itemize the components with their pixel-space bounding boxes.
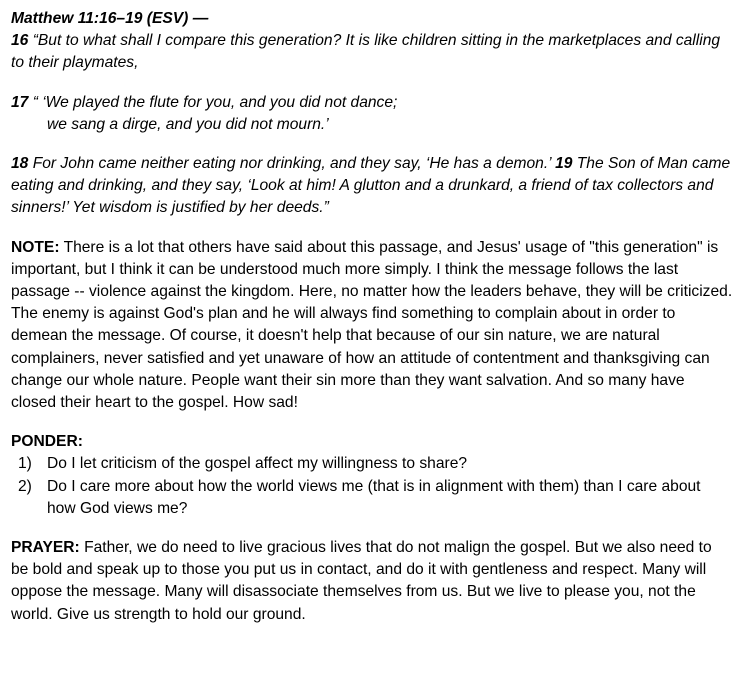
- verse-number: 18: [11, 155, 29, 173]
- verse-text: For John came neither eating nor drinking, and they say, ‘He has a demon.’: [28, 155, 556, 173]
- verses-18-19: [11, 153, 733, 220]
- list-item-text: Do I care more about how the world views me (that is in alignment with them) than I care about how God views me?: [47, 477, 701, 517]
- ponder-section: [11, 431, 733, 520]
- note-section: [11, 237, 733, 415]
- ponder-list: [11, 453, 733, 520]
- list-number: 2): [18, 477, 32, 495]
- verse-text: “ ‘We played the flute for you, and you did not dance;: [28, 93, 398, 111]
- verse-text: “But to what shall I compare this generation? It is like children sitting in the marketplaces and calling to their playmates,: [11, 32, 721, 72]
- list-number: 1): [18, 455, 32, 473]
- verse-number: 19: [555, 155, 573, 173]
- prayer-label: PRAYER:: [11, 539, 80, 557]
- note-text: There is a lot that others have said about this passage, and Jesus' usage of "this generation" is important, but I think it can be understood much more simply. I think the message follows the last passage -- violence against the kingdom. Here, no matter how the leaders behave, they will be criticized. The enemy is against God's plan and he will always find something to complain about in order to demean the message. Of course, it doesn't help that because of our sin nature, we are natural complainers, never satisfied and yet unaware of how an attitude of contentment and thanksgiving can change our whole nature. People want their sin more than they want salvation. And so many have closed their heart to the gospel. How sad!: [11, 238, 733, 412]
- verse-17: [11, 92, 733, 114]
- ponder-label: PONDER:: [11, 433, 83, 451]
- spacer: [11, 136, 733, 153]
- spacer: [11, 520, 733, 537]
- passage-reference: Matthew 11:16–19 (ESV) —: [11, 10, 209, 27]
- spacer: [11, 414, 733, 431]
- list-item-text: Do I let criticism of the gospel affect my willingness to share?: [47, 455, 468, 473]
- list-item: [11, 476, 733, 520]
- prayer-text: Father, we do need to live gracious lives that do not malign the gospel. But we also need to be bold and speak up to those you put us in contact, and do it with gentleness and respect. Many will oppose the message. Many will disassociate themselves from us. But we live to please you, not the world. Give us strength to hold our ground.: [11, 539, 712, 623]
- note-label: NOTE:: [11, 238, 60, 256]
- spacer: [11, 75, 733, 92]
- list-item: [11, 453, 733, 475]
- verse-number: 16: [11, 32, 29, 50]
- prayer-section: [11, 537, 733, 626]
- verse-text: The Son of Man came eating and drinking, and they say, ‘Look at him! A glutton and a drunkard, a friend of tax collectors and sinners!’ Yet wisdom is justified by her deeds.”: [11, 155, 731, 217]
- verse-16: [11, 30, 733, 74]
- scripture-passage: [11, 8, 733, 220]
- verse-17-line-2: we sang a dirge, and you did not mourn.’: [47, 115, 329, 133]
- verse-number: 17: [11, 93, 29, 111]
- devotional-document: [11, 8, 733, 626]
- spacer: [11, 220, 733, 237]
